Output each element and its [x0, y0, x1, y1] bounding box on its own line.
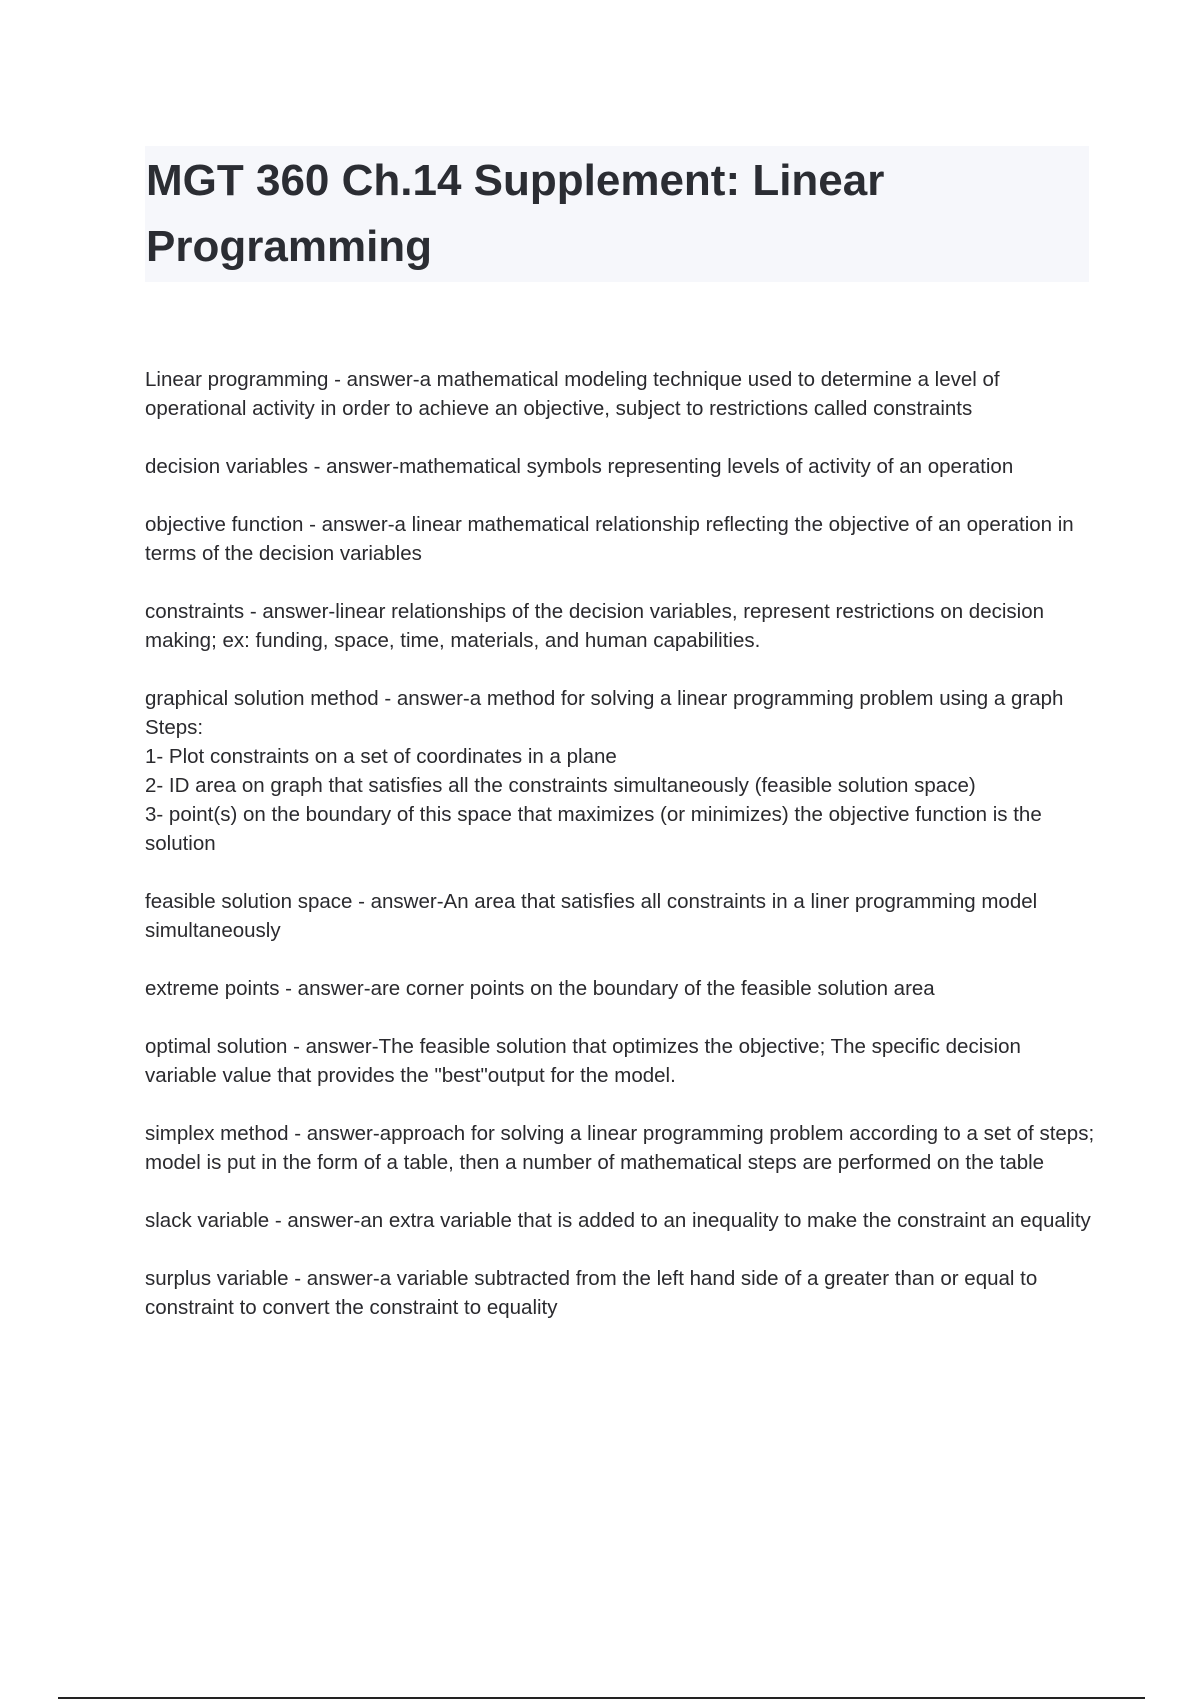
entry-slack-variable: slack variable - answer-an extra variable that is added to an inequality to make the constraint an equality [145, 1209, 1091, 1232]
entry-feasible-solution-space: feasible solution space - answer-An area that satisfies all constraints in a liner programming model simultaneously [145, 890, 1043, 942]
title-banner [145, 146, 1089, 282]
document-body [145, 365, 1100, 1351]
entry-simplex-method: simplex method - answer-approach for solving a linear programming problem according to a set of steps; model is put in the form of a table, then a number of mathematical steps are performed on the table [145, 1122, 1100, 1174]
page-title: MGT 360 Ch.14 Supplement: Linear Programming [146, 156, 885, 271]
entry-constraints: constraints - answer-linear relationships of the decision variables, represent restrictions on decision making; ex: funding, space, time, materials, and human capabilities. [145, 600, 1050, 652]
entry-extreme-points: extreme points - answer-are corner points on the boundary of the feasible solution area [145, 977, 935, 1000]
entry-optimal-solution: optimal solution - answer-The feasible solution that optimizes the objective; The specific decision variable value that provides the "best"output for the model. [145, 1035, 1027, 1087]
footer-divider [58, 1697, 1145, 1699]
entry-graphical-solution-method: graphical solution method - answer-a method for solving a linear programming problem using a graph Steps: 1- Plot constraints on a set of coordinates in a plane 2- ID area on graph that satisfies all the constraints simultaneously (feasible solution space) 3- point(s) on the boundary of this space that maximizes (or minimizes) the objective function is the solution [145, 687, 1064, 855]
entry-decision-variables: decision variables - answer-mathematical symbols representing levels of activity of an operation [145, 455, 1014, 478]
entry-objective-function: objective function - answer-a linear mathematical relationship reflecting the objective of an operation in terms of the decision variables [145, 513, 1080, 565]
entry-surplus-variable: surplus variable - answer-a variable subtracted from the left hand side of a greater than or equal to constraint to convert the constraint to equality [145, 1267, 1043, 1319]
entry-linear-programming: Linear programming - answer-a mathematical modeling technique used to determine a level of operational activity in order to achieve an objective, subject to restrictions called constraints [145, 368, 1006, 420]
